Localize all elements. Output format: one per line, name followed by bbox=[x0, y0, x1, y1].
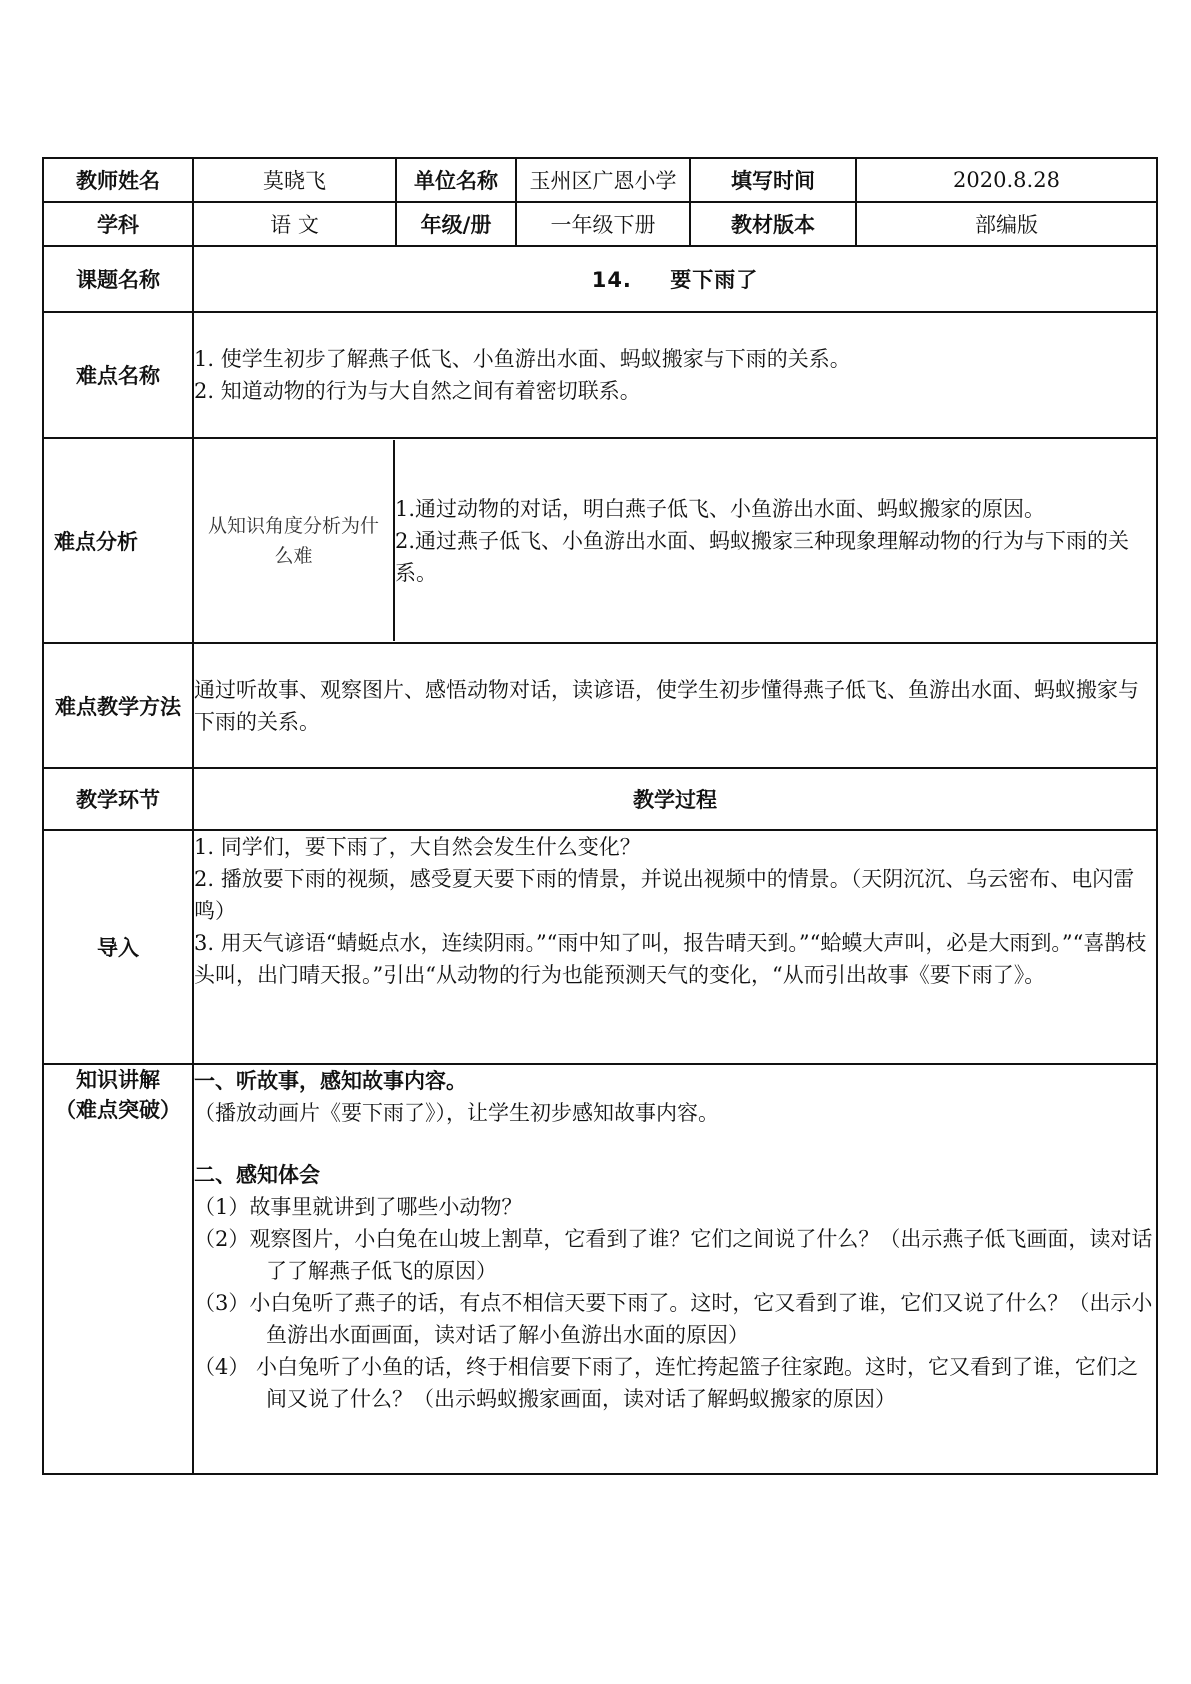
grade-label: 年级/册 bbox=[396, 202, 516, 246]
section1-text: （播放动画片《要下雨了》），让学生初步感知故事内容。 bbox=[194, 1101, 719, 1125]
analysis-row bbox=[43, 438, 1157, 643]
process-value: 教学过程 bbox=[193, 768, 1157, 830]
header-row-2 bbox=[43, 202, 1157, 246]
lesson-plan-table bbox=[42, 157, 1158, 1475]
topic-title: 要下雨了 bbox=[670, 268, 759, 292]
difficulty-row bbox=[43, 312, 1157, 438]
date-label: 填写时间 bbox=[690, 158, 856, 202]
date-value: 2020.8.28 bbox=[856, 158, 1157, 202]
section2-item: （2）观察图片，小白兔在山坡上割草，它看到了谁？它们之间说了什么？（出示燕子低飞画面，读对话了了解燕子低飞的原因） bbox=[194, 1227, 1153, 1283]
method-label: 难点教学方法 bbox=[43, 643, 193, 768]
section1-title: 一、听故事，感知故事内容。 bbox=[194, 1069, 467, 1093]
topic-label: 课题名称 bbox=[43, 246, 193, 312]
edition-label: 教材版本 bbox=[690, 202, 856, 246]
knowledge-content bbox=[193, 1064, 1157, 1474]
analysis-label: 难点分析 bbox=[43, 438, 193, 643]
difficulty-label: 难点名称 bbox=[43, 312, 193, 438]
knowledge-row bbox=[43, 1064, 1157, 1474]
analysis-item: 1.通过动物的对话，明白燕子低飞、小鱼游出水面、蚂蚁搬家的原因。 bbox=[395, 496, 1046, 521]
section2-item: （3）小白兔听了燕子的话，有点不相信天要下雨了。这时，它又看到了谁，它们又说了什么？（出示小鱼游出水面画面，读对话了解小鱼游出水面的原因） bbox=[194, 1291, 1153, 1347]
topic-title-cell bbox=[193, 246, 1157, 312]
intro-item: 1. 同学们，要下雨了，大自然会发生什么变化？ bbox=[194, 835, 641, 859]
unit-label: 单位名称 bbox=[396, 158, 516, 202]
header-row-1 bbox=[43, 158, 1157, 202]
intro-content bbox=[193, 830, 1157, 1064]
method-text: 通过听故事、观察图片、感悟动物对话，读谚语，使学生初步懂得燕子低飞、鱼游出水面、蚂蚁搬家与下雨的关系。 bbox=[193, 643, 1157, 768]
edition-value: 部编版 bbox=[856, 202, 1157, 246]
analysis-subtable bbox=[194, 440, 1156, 641]
intro-item: 3. 用天气谚语“蜻蜓点水，连续阴雨。”“雨中知了叫，报告晴天到。”“蛤蟆大声叫，必是大雨到。”“喜鹊枝头叫，出门晴天报。”引出“从动物的行为也能预测天气的变化，“从而引出故事《要下雨了》。 bbox=[194, 931, 1147, 987]
unit-value: 玉州区广恩小学 bbox=[516, 158, 690, 202]
intro-item: 2. 播放要下雨的视频，感受夏天要下雨的情景，并说出视频中的情景。（天阴沉沉、乌云密布、电闪雷鸣） bbox=[194, 867, 1135, 923]
topic-row bbox=[43, 246, 1157, 312]
teacher-label: 教师姓名 bbox=[43, 158, 193, 202]
intro-row bbox=[43, 830, 1157, 1064]
grade-value: 一年级下册 bbox=[516, 202, 690, 246]
knowledge-label-line2: （难点突破） bbox=[55, 1098, 181, 1122]
difficulty-item: 2. 知道动物的行为与大自然之间有着密切联系。 bbox=[194, 379, 641, 403]
analysis-item: 2.通过燕子低飞、小鱼游出水面、蚂蚁搬家三种现象理解动物的行为与下雨的关系。 bbox=[395, 528, 1130, 585]
process-header-row bbox=[43, 768, 1157, 830]
knowledge-label-line1: 知识讲解 bbox=[76, 1068, 160, 1092]
analysis-content bbox=[193, 438, 1157, 643]
section2-title: 二、感知体会 bbox=[194, 1163, 320, 1187]
section2-item: （4） 小白兔听了小鱼的话，终于相信要下雨了，连忙挎起篮子往家跑。这时，它又看到了谁，它们之间又说了什么？（出示蚂蚁搬家画面，读对话了解蚂蚁搬家的原因） bbox=[194, 1355, 1139, 1411]
intro-label: 导入 bbox=[43, 830, 193, 1064]
analysis-items bbox=[394, 440, 1156, 641]
analysis-sub-label: 从知识角度分析为什么难 bbox=[194, 440, 394, 641]
knowledge-label bbox=[43, 1064, 193, 1474]
difficulty-content bbox=[193, 312, 1157, 438]
subject-label: 学科 bbox=[43, 202, 193, 246]
teacher-value: 莫晓飞 bbox=[193, 158, 396, 202]
process-label: 教学环节 bbox=[43, 768, 193, 830]
subject-value: 语 文 bbox=[193, 202, 396, 246]
section2-item: （1）故事里就讲到了哪些小动物？ bbox=[194, 1195, 523, 1219]
difficulty-item: 1. 使学生初步了解燕子低飞、小鱼游出水面、蚂蚁搬家与下雨的关系。 bbox=[194, 347, 851, 371]
topic-number: 14. bbox=[591, 268, 632, 292]
method-row bbox=[43, 643, 1157, 768]
